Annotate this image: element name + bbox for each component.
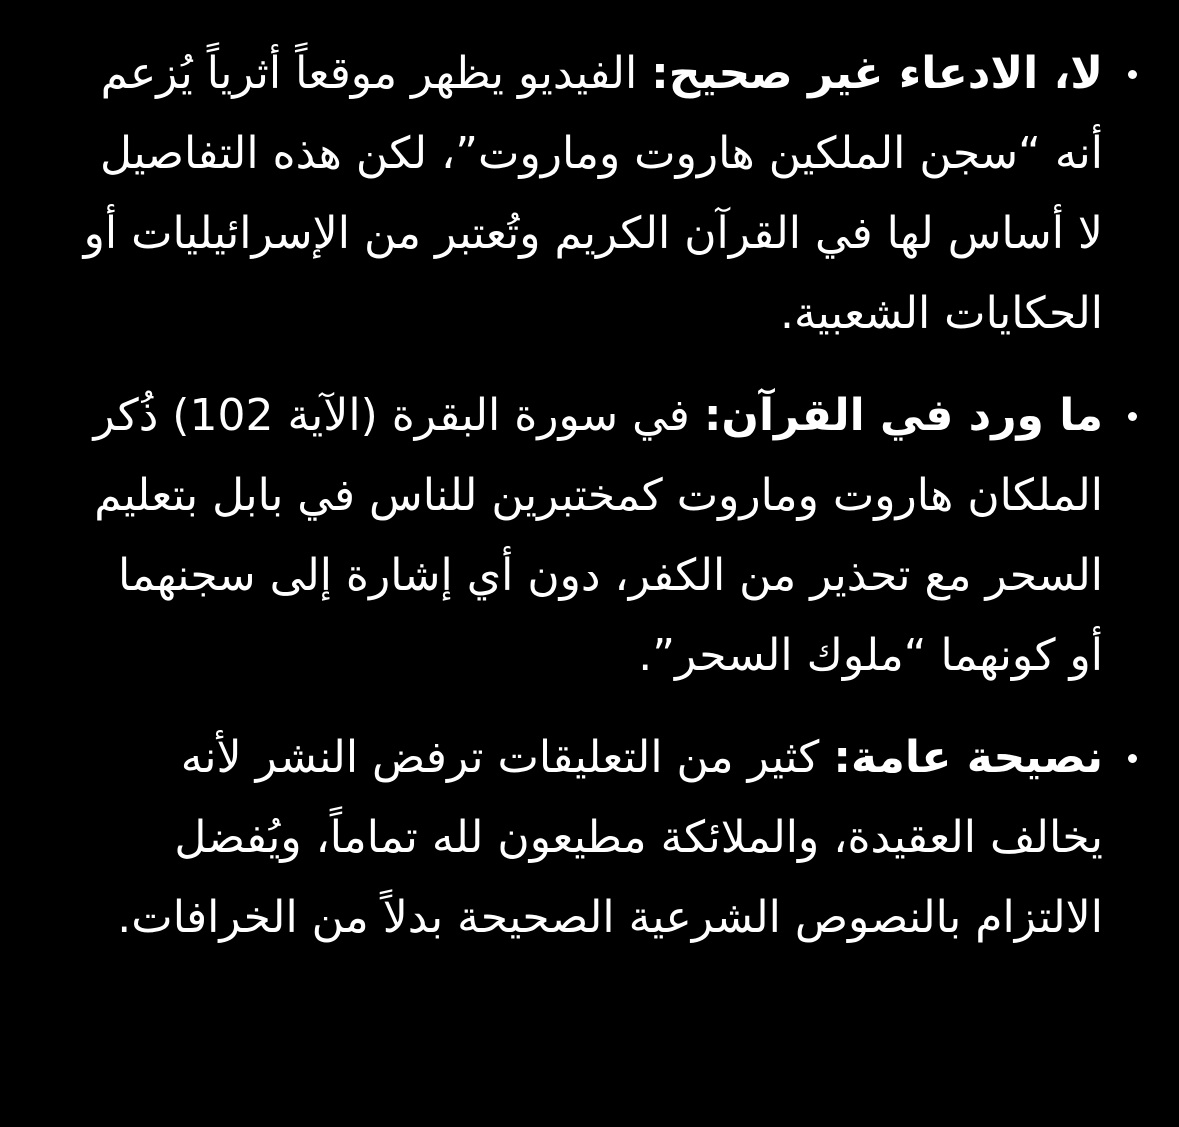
list-item-quran-mention (73, 376, 1103, 696)
item-heading: ما ورد في القرآن: (703, 390, 1103, 441)
item-body: الفيديو يظهر موقعاً أثرياً يُزعم أنه “سجن الملكين هاروت وماروت”، لكن هذه التفاصيل لا أساس لها في القرآن الكريم وتُعتبر من الإسرائيليات أو الحكايات الشعبية. (83, 48, 1103, 339)
bullet-dot-icon (1128, 412, 1137, 421)
bullet-dot-icon (1128, 754, 1137, 763)
item-body: في سورة البقرة (الآية 102) ذُكر الملكان هاروت وماروت كمختبرين للناس في بابل بتعليم السحر مع تحذير من الكفر، دون أي إشارة إلى سجنهما أو كونهما “ملوك السحر”. (93, 390, 1103, 681)
list-item-claim-incorrect (73, 34, 1103, 354)
item-heading: نصيحة عامة: (833, 732, 1103, 783)
bullet-dot-icon (1128, 70, 1137, 79)
message-content (73, 34, 1103, 958)
item-heading: لا، الادعاء غير صحيح: (651, 48, 1103, 99)
item-body: كثير من التعليقات ترفض النشر لأنه يخالف العقيدة، والملائكة مطيعون لله تماماً، ويُفضل الالتزام بالنصوص الشرعية الصحيحة بدلاً من الخرافات. (117, 732, 1103, 943)
bullet-list (73, 34, 1103, 958)
list-item-general-advice (73, 718, 1103, 958)
